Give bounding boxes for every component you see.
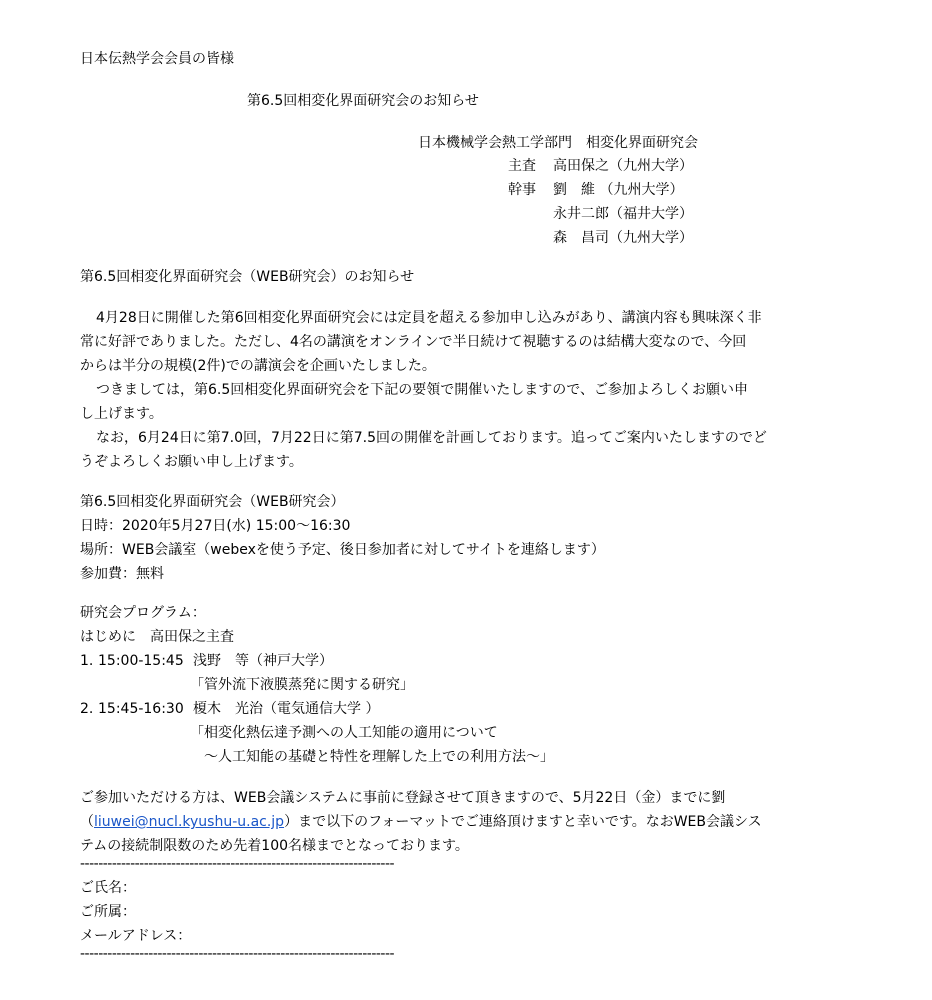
talk-speaker: 榎木 光治（電気通信大学 ）: [193, 701, 380, 717]
secretary-name: 永井二郎（福井大学）: [553, 206, 693, 222]
body-line: なお，6月24日に第7.0回，7月22日に第7.5回の開催を計画しております。追ってご案内いたしますのでど: [96, 430, 767, 446]
talk-title: 「管外流下液膜蒸発に関する研究」: [190, 677, 414, 693]
secretary-name: 劉 維 （九州大学）: [553, 182, 684, 198]
talk-time: 15:45-16:30: [98, 701, 184, 717]
registration-line: テムの接続制限数のため先着100名様までとなっております。: [80, 838, 469, 854]
program-intro: はじめに 高田保之主査: [80, 629, 234, 645]
form-field-name: ご氏名：: [80, 880, 136, 896]
secretary-role: 幹事: [508, 182, 536, 198]
secretary-name: 森 昌司（九州大学）: [553, 230, 693, 246]
registration-paren: （: [80, 814, 94, 830]
event-place: 場所：WEB会議室（webexを使う予定、後日参加者に対してサイトを連絡します）: [80, 542, 605, 558]
form-separator: ---------------------------------------------------------------------: [80, 856, 395, 872]
form-field-affiliation: ご所属：: [80, 904, 136, 920]
registration-line-rest: ）まで以下のフォーマットでご連絡頂けますと幸いです。なおWEB会議シス: [284, 814, 762, 830]
program-heading: 研究会プログラム：: [80, 605, 206, 621]
talk-number: 1.: [80, 653, 94, 669]
form-separator: ---------------------------------------------------------------------: [80, 946, 395, 962]
talk-speaker: 浅野 等（神戸大学）: [193, 653, 333, 669]
chair-role: 主査: [508, 158, 536, 174]
body-line: 常に好評でありました。ただし、4名の講演をオンラインで半日続けて視聴するのは結構大変なので、今回: [80, 334, 747, 350]
talk-title: 「相変化熱伝達予測への人工知能の適用について: [190, 725, 498, 741]
body-line: うぞよろしくお願い申し上げます。: [80, 454, 303, 470]
salutation: 日本伝熱学会会員の皆様: [80, 51, 234, 67]
body-line: 4月28日に開催した第6回相変化界面研究会には定員を超える参加申し込みがあり、講演内容も興味深く非: [96, 310, 762, 326]
document-title: 第6.5回相変化界面研究会のお知らせ: [247, 93, 479, 109]
event-fee: 参加費：無料: [80, 566, 164, 582]
body-line: し上げます。: [80, 406, 163, 422]
body-line: つきましては，第6.5回相変化界面研究会を下記の要領で開催いたしますので、ご参加よろしくお願い申: [96, 382, 748, 398]
event-datetime: 日時：2020年5月27日(水) 15:00～16:30: [80, 518, 351, 534]
registration-line: ご参加いただける方は、WEB会議システムに事前に登録させて頂きますので、5月22日（金）までに劉: [80, 790, 726, 806]
subject-line: 第6.5回相変化界面研究会（WEB研究会）のお知らせ: [80, 269, 415, 285]
body-line: からは半分の規模(2件)での講演会を企画いたしました。: [80, 358, 436, 374]
talk-number: 2.: [80, 701, 94, 717]
talk-title-subline: ～人工知能の基礎と特性を理解した上での利用方法～」: [204, 749, 554, 765]
organizer-name: 日本機械学会熱工学部門 相変化界面研究会: [418, 135, 698, 151]
registration-line: [80, 810, 762, 834]
contact-email-link[interactable]: liuwei@nucl.kyushu-u.ac.jp: [94, 814, 285, 830]
event-name: 第6.5回相変化界面研究会（WEB研究会）: [80, 494, 345, 510]
form-field-email: メールアドレス：: [80, 928, 192, 944]
chair-name: 高田保之（九州大学）: [553, 158, 693, 174]
talk-time: 15:00-15:45: [98, 653, 184, 669]
